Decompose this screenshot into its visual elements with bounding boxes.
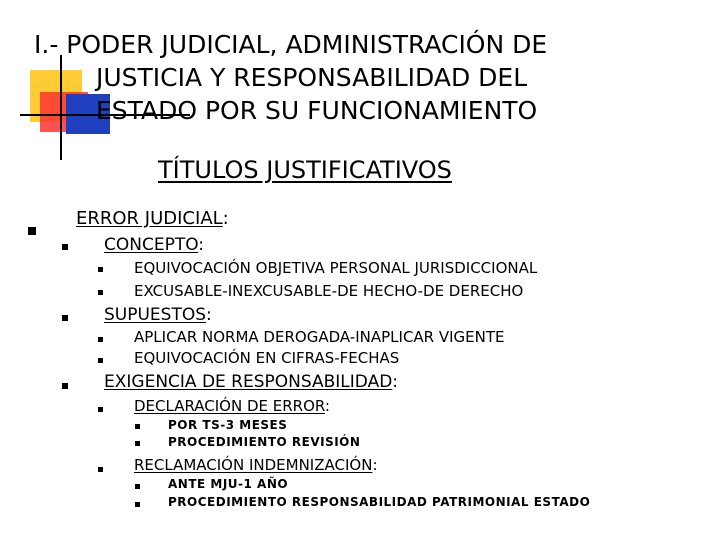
bullet-icon <box>135 484 140 489</box>
list-item-declaracion <box>134 397 330 415</box>
item-label: SUPUESTOS <box>104 305 207 325</box>
list-item: APLICAR NORMA DEROGADA-INAPLICAR VIGENTE <box>134 328 505 346</box>
item-label: ERROR JUDICIAL <box>76 208 223 229</box>
list-item-concepto <box>104 235 204 255</box>
bullet-icon <box>135 502 140 507</box>
list-item-reclamacion <box>134 456 378 474</box>
list-item: POR TS-3 MESES <box>168 418 288 432</box>
item-label: CONCEPTO <box>104 235 199 255</box>
bullet-icon <box>135 424 140 429</box>
bullet-icon <box>98 267 103 272</box>
title-line-1: I.- PODER JUDICIAL, ADMINISTRACIÓN DE <box>34 30 548 59</box>
list-item-error-judicial <box>76 208 229 229</box>
item-suffix: : <box>198 235 205 255</box>
title-line-3: ESTADO POR SU FUNCIONAMIENTO <box>96 96 538 125</box>
bullet-icon <box>98 290 103 295</box>
item-suffix: : <box>206 305 212 325</box>
item-label: RECLAMACIÓN INDEMNIZACIÓN <box>134 456 373 474</box>
bullet-icon <box>62 244 68 250</box>
slide-subtitle: TÍTULOS JUSTIFICATIVOS <box>158 156 452 184</box>
item-suffix: : <box>372 456 378 474</box>
bullet-icon <box>62 315 68 321</box>
list-item: EXCUSABLE-INEXCUSABLE-DE HECHO-DE DERECHO <box>134 282 524 300</box>
list-item: EQUIVOCACIÓN OBJETIVA PERSONAL JURISDICCIONAL <box>134 259 538 277</box>
list-item: ANTE MJU-1 AÑO <box>168 477 289 491</box>
decor-vertical-line <box>60 55 62 160</box>
bullet-icon <box>98 407 103 412</box>
bullet-icon <box>98 358 103 363</box>
bullet-icon <box>62 383 68 389</box>
bullet-icon <box>135 441 140 446</box>
item-label: EXIGENCIA DE RESPONSABILIDAD <box>104 372 393 392</box>
list-item-exigencia <box>104 372 398 392</box>
title-line-2: JUSTICIA Y RESPONSABILIDAD DEL <box>96 63 528 92</box>
bullet-icon <box>28 227 36 235</box>
item-suffix: : <box>392 372 399 392</box>
bullet-icon <box>98 337 103 342</box>
item-label: DECLARACIÓN DE ERROR <box>134 397 325 415</box>
item-suffix: : <box>222 208 229 229</box>
list-item: EQUIVOCACIÓN EN CIFRAS-FECHAS <box>134 349 400 367</box>
item-suffix: : <box>324 397 330 415</box>
list-item: PROCEDIMIENTO REVISIÓN <box>168 435 361 449</box>
list-item-supuestos <box>104 305 212 325</box>
bullet-icon <box>98 467 103 472</box>
list-item: PROCEDIMIENTO RESPONSABILIDAD PATRIMONIAL ESTADO <box>168 495 591 509</box>
